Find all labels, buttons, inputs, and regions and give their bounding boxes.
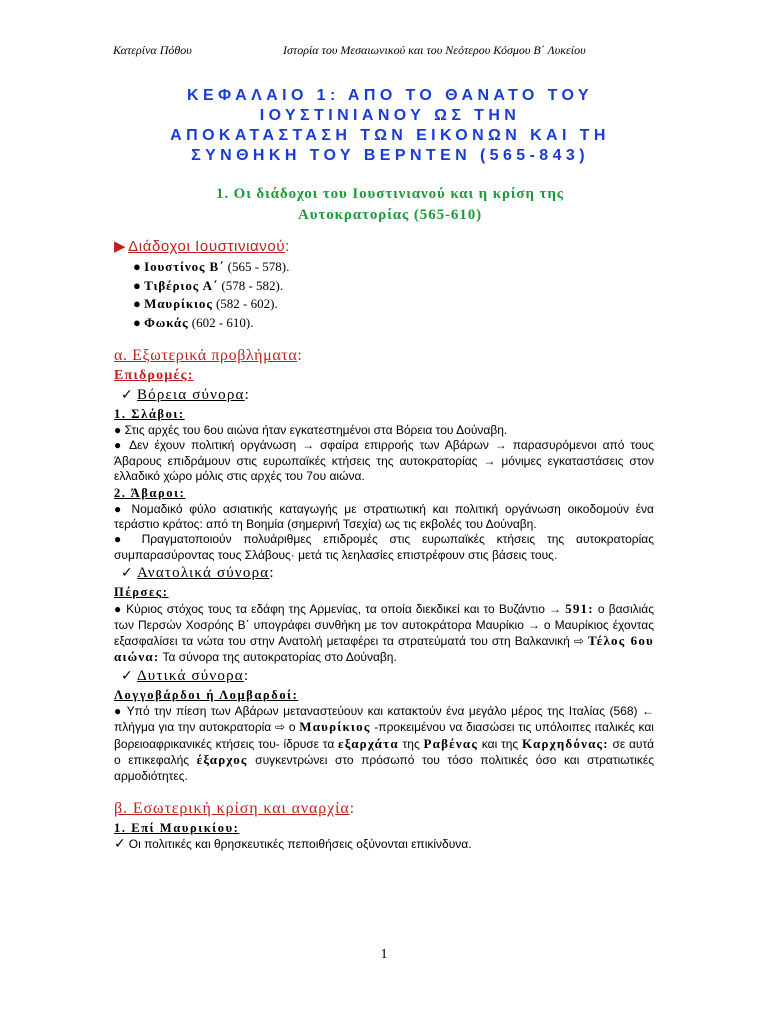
- raids-heading: Επιδρομές:: [114, 368, 194, 383]
- external-problems-label: α. Εξωτερικά προβλήματα: [114, 347, 298, 364]
- internal-crisis-heading: [114, 798, 654, 820]
- list-item: [133, 258, 654, 277]
- paragraph: [114, 704, 654, 784]
- maurice-heading: 1. Επί Μαυρικίου:: [114, 820, 240, 835]
- list-item: [133, 295, 654, 314]
- paragraph: [114, 532, 654, 563]
- place-label: Καρχηδόνας:: [521, 735, 609, 751]
- emperor-name: Ιουστίνος Β΄: [144, 259, 225, 274]
- bullet-icon: ●: [114, 501, 132, 516]
- bullet-icon: ●: [114, 423, 125, 437]
- paragraph-text: σε αυτά ο επικεφαλής: [114, 736, 655, 768]
- period-label: Τέλος 6ου αιώνα:: [114, 633, 654, 665]
- checkmark-icon: ✓: [121, 667, 134, 684]
- place-label: Ραβένας: [423, 735, 479, 751]
- external-problems-heading: [114, 345, 654, 367]
- chapter-title-line: ΚΕΦΑΛΑΙΟ 1: ΑΠΟ ΤΟ ΘΑΝΑΤΟ ΤΟΥ: [187, 87, 593, 104]
- north-border-label: Βόρεια σύνορα: [136, 387, 245, 403]
- west-border-label: Δυτικά σύνορα: [136, 667, 244, 684]
- list-item: [133, 314, 654, 333]
- chapter-title-line: ΑΠΟΚΑΤΑΣΤΑΣΗ ΤΩΝ ΕΙΚΟΝΩΝ ΚΑΙ ΤΗ: [170, 127, 610, 144]
- section-title-line: 1. Οι διάδοχοι του Ιουστινιανού και η κρίση της: [215, 186, 565, 202]
- successors-heading-colon: :: [285, 238, 290, 255]
- slavs-heading: 1. Σλάβοι:: [114, 407, 185, 421]
- external-problems-colon: :: [297, 347, 303, 364]
- emperor-name: Μαυρίκιος: [299, 719, 371, 735]
- north-border-colon: :: [244, 387, 250, 403]
- successors-heading: [114, 236, 654, 258]
- successors-heading-label: Διάδοχοι Ιουστινιανού: [128, 238, 286, 255]
- lombards-heading: Λογγοβάρδοι ή Λομβαρδοί:: [114, 687, 299, 702]
- chapter-title: [110, 86, 670, 166]
- paragraph-text: συγκεντρώνει στο πρόσωπό του τόσο πολιτικές όσο και στρατιωτικές αρμοδιότητες.: [114, 753, 655, 783]
- page-content: [114, 236, 654, 852]
- bullet-icon: ●: [114, 703, 127, 718]
- reign-years: (565 - 578).: [227, 259, 290, 274]
- internal-crisis-label: β. Εσωτερική κρίση και αναρχία: [114, 799, 350, 817]
- paragraph-text: ο: [288, 720, 296, 735]
- bullet-icon: ●: [114, 602, 127, 617]
- chapter-title-line: ΙΟΥΣΤΙΝΙΑΝΟΥ ΩΣ ΤΗΝ: [259, 107, 521, 124]
- year-label: 591:: [565, 601, 594, 617]
- header-author: Κατερίνα Πόθου: [113, 43, 192, 57]
- east-border-colon: :: [269, 565, 275, 582]
- checkmark-icon: ✓: [121, 565, 134, 582]
- paragraph-text: Πραγματοποιούν πολυάριθμες επιδρομές στις ευρωπαϊκές κτήσεις της αυτοκρατορίας συμπαρασύροντας τους Σλάβους· μετά τις λεηλασίες επιστρέφουν στις βάσεις τους.: [114, 532, 654, 562]
- list-item: [133, 277, 654, 296]
- east-border-heading: [121, 563, 654, 584]
- outline-arrow-icon: ⇨: [275, 720, 286, 735]
- successors-list: [114, 258, 654, 332]
- checkmark-icon: ✓: [114, 835, 126, 852]
- paragraph-text: ο βασιλιάς των Περσών Χοσρόης Β΄ υπογράφει συνθήκη με τον αυτοκράτορα Μαυρίκιο → ο Μαυρίκιος έχοντας εξασφαλίσει τα νώτα του στην Ανατολή μεταφέρει τα στρατεύματά του στη Βαλκανική: [114, 602, 654, 649]
- paragraph: [114, 837, 654, 852]
- paragraph: [114, 502, 654, 533]
- bullet-icon: ●: [133, 277, 145, 293]
- outline-arrow-icon: ⇨: [573, 634, 584, 649]
- reign-years: (602 - 610).: [191, 314, 254, 330]
- section-title: [110, 184, 670, 226]
- bullet-icon: ●: [114, 532, 142, 547]
- term-label: εξαρχάτα: [338, 735, 399, 751]
- bullet-icon: ●: [133, 259, 145, 274]
- avars-heading: 2. Άβαροι:: [114, 485, 186, 500]
- west-border-heading: [121, 666, 654, 687]
- reign-years: (582 - 602).: [215, 296, 278, 311]
- paragraph: [114, 423, 654, 438]
- section-title-line: Αυτοκρατορίας (565-610): [298, 207, 482, 223]
- paragraph-text: Κύριος στόχος τους τα εδάφη της Αρμενίας, τα οποία διεκδικεί και το Βυζάντιο →: [126, 602, 562, 617]
- north-border-heading: [121, 385, 654, 406]
- paragraph-text: Οι πολιτικές και θρησκευτικές πεποιθήσεις οξύνονται επικίνδυνα.: [128, 836, 472, 851]
- east-border-label: Ανατολικά σύνορα: [136, 565, 270, 582]
- term-label: έξαρχος: [196, 752, 248, 768]
- persians-heading: Πέρσες:: [114, 585, 169, 600]
- bullet-icon: ●: [133, 296, 145, 311]
- paragraph-text: και της: [481, 736, 519, 751]
- emperor-name: Τιβέριος Α΄: [144, 277, 219, 293]
- triangle-bullet-icon: ▶: [114, 238, 127, 255]
- paragraph-text: Νομαδικό φύλο ασιατικής καταγωγής με στρατιωτική και πολιτική οργάνωση οικοδομούν ένα τεράστιο κράτος: από τη Βοημία (σημερινή Τσεχία) ως τις εκβολές του Δούναβη.: [114, 501, 654, 532]
- paragraph-text: Δεν έχουν πολιτική οργάνωση → σφαίρα επιρροής των Αβάρων → παρασυρόμενοι από τους Άβαρους επιδράμουν στις ευρωπαϊκές κτήσεις της αυτοκρατορίας → μόνιμες εγκαταστάσεις στον ελλαδικό χώρο μόλις στις αρχές του 7ου αιώνα.: [114, 438, 654, 484]
- header-course: Ιστορία του Μεσαιωνικού και του Νεότερου Κόσμου Β΄ Λυκείου: [283, 43, 586, 57]
- paragraph-text: της: [402, 736, 420, 751]
- internal-crisis-colon: :: [349, 799, 356, 817]
- paragraph: [114, 438, 654, 484]
- west-border-colon: :: [243, 667, 250, 684]
- paragraph: [114, 601, 654, 666]
- emperor-name: Φωκάς: [144, 314, 189, 330]
- page-number: 1: [380, 947, 388, 962]
- bullet-icon: ●: [114, 438, 130, 453]
- emperor-name: Μαυρίκιος: [144, 296, 213, 311]
- chapter-title-line: ΣΥΝΘΗΚΗ ΤΟΥ ΒΕΡΝΤΕΝ (565-843): [191, 147, 589, 164]
- reign-years: (578 - 582).: [221, 277, 284, 293]
- paragraph-text: Στις αρχές του 6ου αιώνα ήταν εγκατεστημένοι στα Βόρεια του Δούναβη.: [124, 423, 508, 437]
- paragraph-text: Τα σύνορα της αυτοκρατορίας στο Δούναβη.: [162, 650, 397, 665]
- bullet-icon: ●: [133, 314, 145, 330]
- paragraph-text: -προκειμένου να διασώσει τις υπόλοιπες ιταλικές και βορειοαφρικανικές κτήσεις του- ίδρυσε τα: [114, 720, 654, 751]
- checkmark-icon: ✓: [121, 387, 134, 403]
- paragraph-text: Υπό την πίεση των Αβάρων μεταναστεύουν και κατακτούν ένα μεγάλο μέρος της Ιταλίας (568) ← πλήγμα για την αυτοκρατορία: [114, 703, 654, 735]
